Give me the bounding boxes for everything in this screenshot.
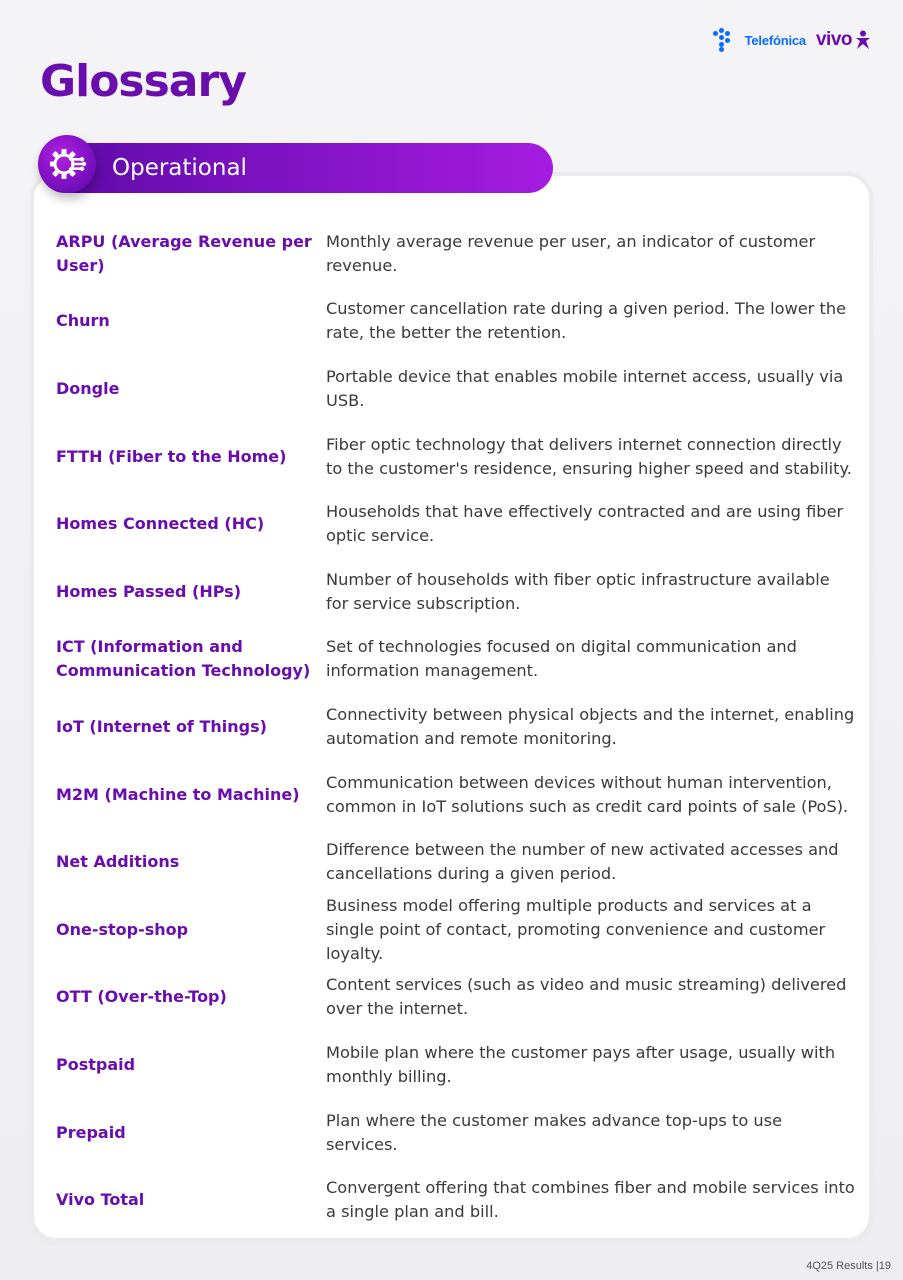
glossary-row	[56, 423, 856, 491]
section-banner	[40, 143, 553, 193]
glossary-definition: Business model offering multiple products and services at a single point of contact, promoting convenience and customer loyalty.	[326, 895, 826, 963]
brand-logos	[713, 28, 871, 52]
glossary-term: Prepaid	[56, 1122, 126, 1142]
page-title: Glossary	[40, 56, 246, 107]
glossary-row	[56, 1099, 856, 1167]
vivo-logo-text: vivo	[815, 29, 852, 50]
glossary-term: One-stop-shop	[56, 919, 189, 939]
glossary-row	[56, 490, 856, 558]
page-footer: 4Q25 Results |19	[806, 1260, 891, 1272]
glossary-term: ICT (Information and Communication Technology)	[56, 637, 311, 681]
glossary-definition: Monthly average revenue per user, an indicator of customer revenue.	[326, 231, 816, 275]
glossary-row	[56, 828, 856, 896]
telefonica-logo-text: Telefónica	[744, 32, 806, 48]
glossary-row	[56, 896, 856, 964]
glossary-definition: Plan where the customer makes advance top-ups to use services.	[326, 1110, 783, 1154]
glossary-definition: Portable device that enables mobile internet access, usually via USB.	[326, 366, 844, 410]
glossary-definition: Difference between the number of new activated accesses and cancellations during a given period.	[326, 840, 839, 884]
vivo-logo	[816, 29, 871, 51]
glossary-definition: Set of technologies focused on digital communication and information management.	[326, 637, 797, 681]
glossary-definition: Convergent offering that combines fiber and mobile services into a single plan and bill.	[326, 1178, 855, 1222]
glossary-term: Net Additions	[56, 852, 180, 872]
glossary-definition: Communication between devices without human intervention, common in IoT solutions such as credit card points of sale (PoS).	[326, 772, 849, 816]
glossary-definition: Number of households with fiber optic infrastructure available for service subscription.	[326, 569, 830, 613]
glossary-row	[56, 964, 856, 1032]
vivo-figure-icon	[855, 30, 871, 50]
glossary-row	[56, 1166, 856, 1234]
glossary-list	[56, 220, 856, 1234]
glossary-row	[56, 558, 856, 626]
glossary-term: M2M (Machine to Machine)	[56, 784, 300, 804]
glossary-term: Homes Connected (HC)	[56, 514, 265, 534]
glossary-term: ARPU (Average Revenue per User)	[56, 231, 312, 275]
glossary-term: Postpaid	[56, 1054, 136, 1074]
glossary-row	[56, 761, 856, 829]
glossary-term: Homes Passed (HPs)	[56, 581, 241, 601]
glossary-term: FTTH (Fiber to the Home)	[56, 446, 287, 466]
telefonica-logo-icon	[713, 28, 735, 52]
glossary-row	[56, 288, 856, 356]
glossary-term: OTT (Over-the-Top)	[56, 987, 227, 1007]
glossary-term: Vivo Total	[56, 1190, 145, 1210]
glossary-row	[56, 355, 856, 423]
glossary-definition: Content services (such as video and music streaming) delivered over the internet.	[326, 975, 847, 1019]
glossary-definition: Mobile plan where the customer pays after usage, usually with monthly billing.	[326, 1042, 836, 1086]
glossary-definition: Fiber optic technology that delivers internet connection directly to the customer's residence, ensuring higher speed and stability.	[326, 434, 852, 478]
section-label: Operational	[112, 155, 247, 181]
glossary-row	[56, 626, 856, 694]
glossary-term: Churn	[56, 311, 110, 331]
glossary-row	[56, 1031, 856, 1099]
gear-network-icon	[38, 135, 96, 193]
glossary-term: IoT (Internet of Things)	[56, 716, 267, 736]
glossary-term: Dongle	[56, 378, 120, 398]
glossary-definition: Connectivity between physical objects and the internet, enabling automation and remote monitoring.	[326, 704, 855, 748]
glossary-definition: Customer cancellation rate during a given period. The lower the rate, the better the retention.	[326, 299, 847, 343]
glossary-definition: Households that have effectively contracted and are using fiber optic service.	[326, 502, 844, 546]
glossary-row	[56, 693, 856, 761]
glossary-row	[56, 220, 856, 288]
